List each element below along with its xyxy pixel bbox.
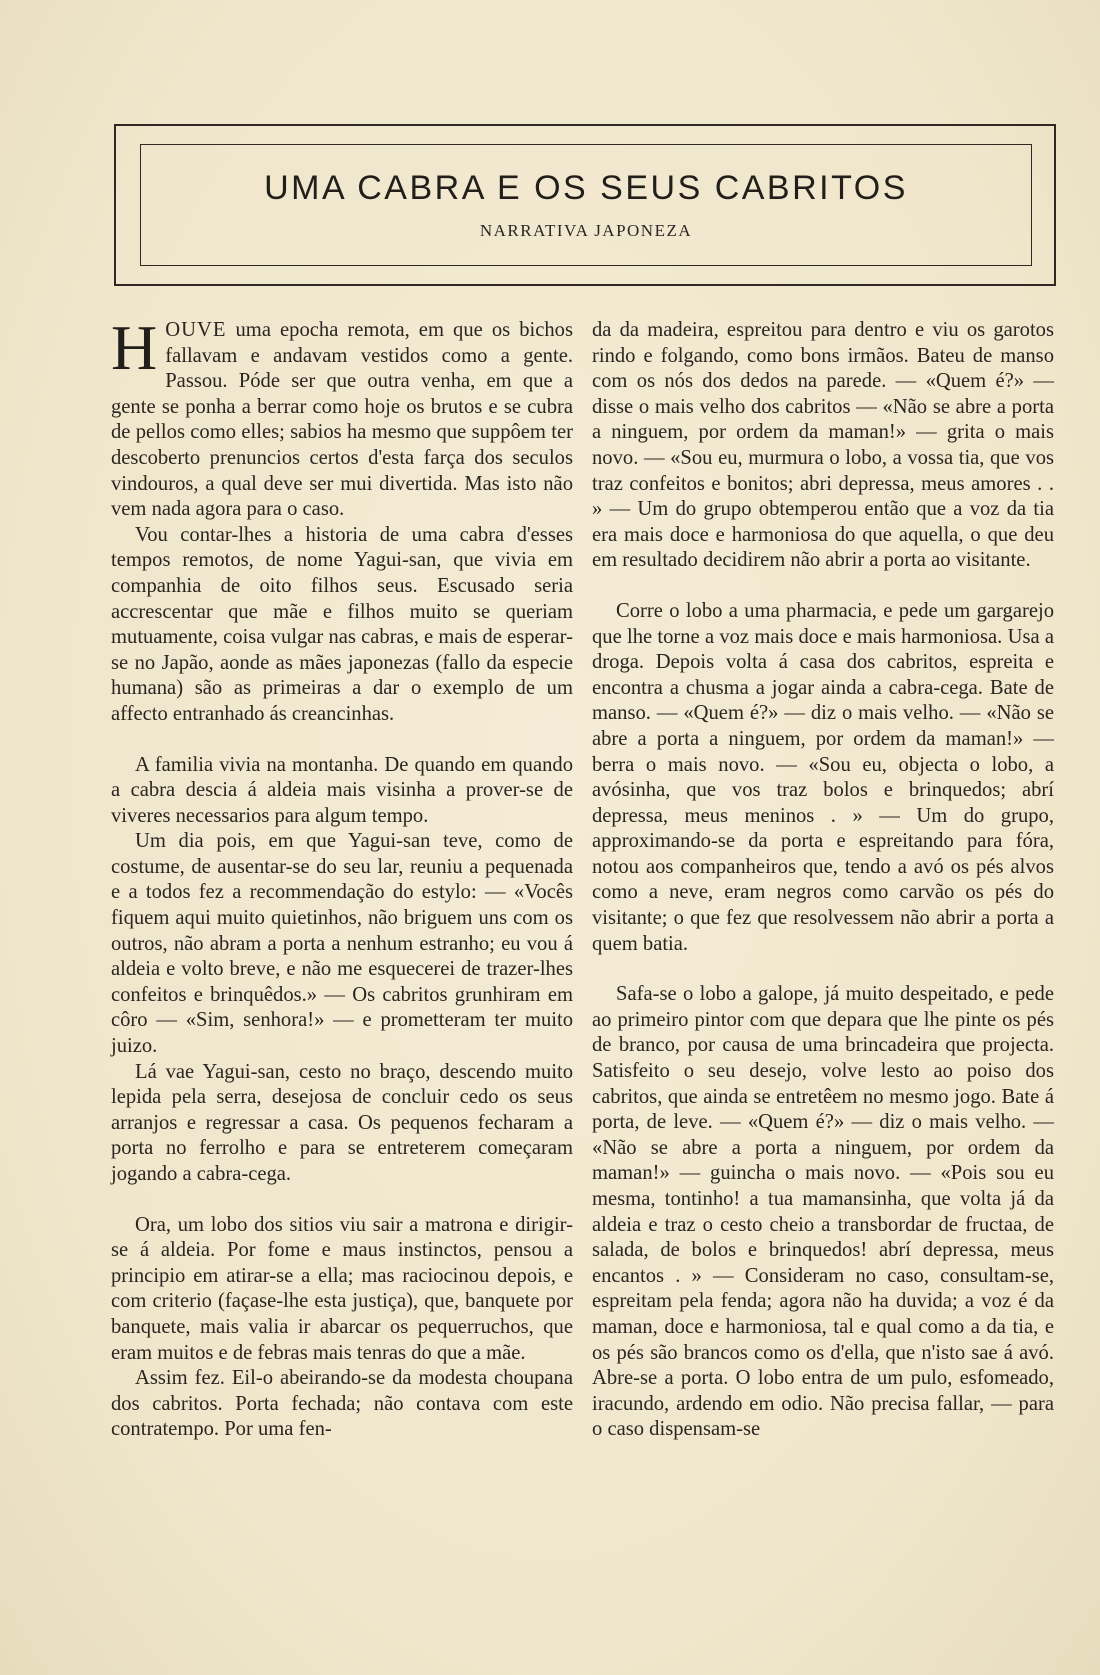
paragraph: Corre o lobo a uma pharmacia, e pede um gargarejo que lhe torne a voz mais doce e mais harmoniosa. Usa a droga. Depois volta á casa dos cabritos, espreita e encontra a chusma a jogar ainda a cabra-cega. Bate de manso. — «Quem é?» — diz o mais velho. — «Não se abre a porta a ninguem, por ordem da maman!» — berra o mais novo. — «Sou eu, objecta o lobo, a avósinha, que vos traz bolos e brinquedos; abrí depressa, meus meninos . » — Um do grupo, approximando-se da porta e espreitando para fóra, notou aos companheiros que, tendo a avó os pés alvos como a neve, eram negros como carvão os pés do visitante; o que fez que resolvessem não abrir a porta a quem batia. xyxy=(592,599,1054,955)
first-word-rest: OUVE xyxy=(165,319,227,341)
article-subtitle: NARRATIVA JAPONEZA xyxy=(479,221,693,240)
paragraph: Safa-se o lobo a galope, já muito despeitado, e pede ao primeiro pintor com que depara que lhe pinte os pés de branco, por causa de uma brincadeira que projecta. Satisfeito o seu desejo, volve lesto ao poiso dos cabritos, que ainda se entretêem no mesmo jogo. Bate á porta, de leve. — «Quem é?» — diz o mais velho. — «Não se abre a porta a ninguem, por ordem da maman!» — guincha o mais novo. — «Pois sou eu mesma, tontinho! a tua mamansinha, que volta já da aldeia e traz o cesto cheio a transbordar de fructaa, de salada, de bolos e brinquedos! abrí depressa, meus encantos . » — Consideram no caso, consultam-se, espreitam pela fenda; agora não ha duvida; a voz é da maman, doce e harmoniosa, tal e qual como a da tia, e os pés são brancos como os d'ella, que n'isto sae á avó. Abre-se a porta. O lobo entra de um pulo, esfomeado, iracundo, ardendo em odio. Não precisa fallar, — para o caso dispensam-se xyxy=(592,983,1054,1441)
paragraph: Vou contar-lhes a historia de uma cabra d'esses tempos remotos, de nome Yagui-san, que vivia em companhia de oito filhos seus. Escusado seria accrescentar que mãe e filhos muito se queriam mutuamente, coisa vulgar nas cabras, e mais de esperar-se no Japão, aonde as mães japonezas (fallo da especie humana) são as primeiras a dar o exemplo de um affecto entranhado ás creancinhas. xyxy=(111,523,573,725)
right-column xyxy=(592,318,1054,1443)
paragraph-text: uma epocha remota, em que os bichos fallavam e andavam vestidos como a gente. Passou. Póde ser que outra venha, em que a gente se ponha a berrar como hoje os brutos e se cubra de pellos como elles; sabios ha mesmo que suppôem ter descoberto prenuncios certos d'esta farça dos seculos vindouros, a qual deve ser mui divertida. Mas isto não vem nada agora para o caso. xyxy=(111,319,573,521)
left-column xyxy=(111,312,573,1443)
paragraph: Um dia pois, em que Yagui-san teve, como de costume, de ausentar-se do seu lar, reuniu a pequenada e a todos fez a recommendação do estylo: — «Vocês fiquem aqui muito quietinhos, não briguem uns com os outros, não abram a porta a nenhum estranho; eu vou á aldeia e volto breve, e não me esquecerei de trazer-lhes confeitos e brinquêdos.» — Os cabritos grunhiram em côro — «Sim, senhora!» — e prometteram ter muito juizo. xyxy=(111,830,573,1058)
drop-cap: H xyxy=(111,312,158,383)
paragraph xyxy=(111,312,573,523)
paragraph: A familia vivia na montanha. De quando em quando a cabra descia á aldeia mais visinha a prover-se de viveres necessarios para algum tempo. xyxy=(111,753,573,827)
paragraph: Assim fez. Eil-o abeirando-se da modesta choupana dos cabritos. Porta fechada; não contava com este contratempo. Por uma fen- xyxy=(111,1367,573,1441)
paragraph: da da madeira, espreitou para dentro e viu os garotos rindo e folgando, como bons irmãos. Bateu de manso com os nós dos dedos na parede. — «Quem é?» — disse o mais velho dos cabritos — «Não se abre a porta a ninguem, por ordem da maman!» — grita o mais novo. — «Sou eu, murmura o lobo, a vossa tia, que vos traz confeitos e bonitos; abri depressa, meus amores . . » — Um do grupo obtemperou então que a voz da tia era mais doce e harmoniosa do que aquella, o que deu em resultado decidirem não abrir a porta ao visitante. xyxy=(592,319,1054,572)
paragraph: Lá vae Yagui-san, cesto no braço, descendo muito lepida pela serra, desejosa de concluir cedo os seus arranjos e regressar a casa. Os pequenos fecharam a porta no ferrolho e para se entreterem começaram jogando a cabra-cega. xyxy=(111,1060,573,1185)
paragraph: Ora, um lobo dos sitios viu sair a matrona e dirigir-se á aldeia. Por fome e maus instinctos, pensou a principio em atirar-se a ella; mas raciocinou depois, e com criterio (façase-lhe esta justiça), que, banquete por banquete, mais valia ir abarcar os pequerruchos, que eram muitos e de febras mais tenras do que a mãe. xyxy=(111,1213,573,1364)
article-title: UMA CABRA E OS SEUS CABRITOS xyxy=(264,169,908,207)
